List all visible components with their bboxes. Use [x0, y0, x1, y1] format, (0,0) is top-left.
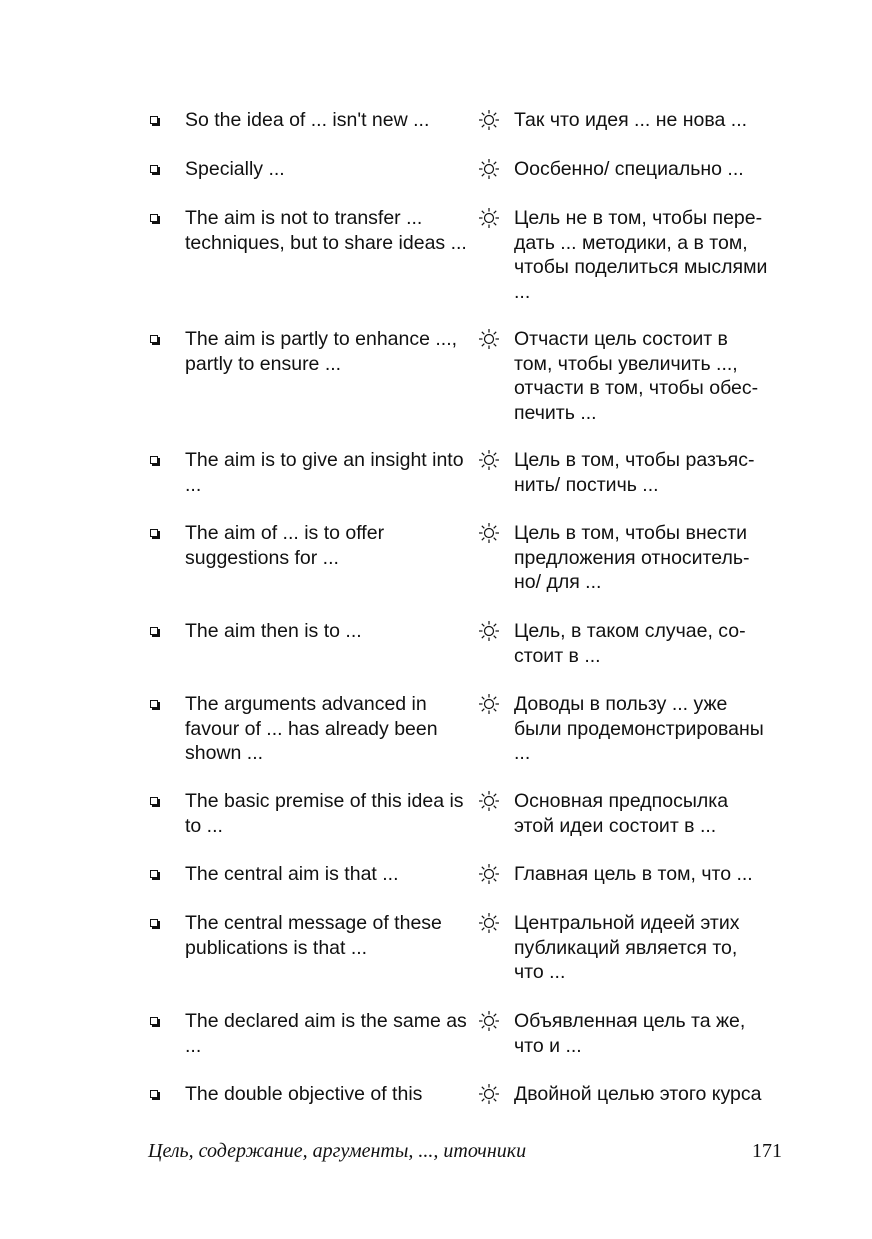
russian-translation: Цель не в том, чтобы пере- дать ... методики, а в том, чтобы поделиться мыслями ...: [514, 207, 768, 303]
sun-icon: [478, 109, 500, 131]
checkbox-bullet-icon: [150, 335, 158, 343]
checkbox-bullet-icon: [150, 165, 158, 173]
footer-title: Цель, содержание, аргументы, ..., иточники: [148, 1140, 527, 1162]
russian-translation: Отчасти цель состоит в том, чтобы увеличить ..., отчасти в том, чтобы обес- печить ...: [514, 328, 759, 424]
russian-translation: Оосбенно/ специально ...: [514, 158, 744, 180]
sun-icon: [478, 693, 500, 715]
english-phrase: The declared aim is the same as ...: [185, 1010, 467, 1057]
sun-icon: [478, 449, 500, 471]
sun-icon: [478, 1010, 500, 1032]
checkbox-bullet-icon: [150, 1017, 158, 1025]
sun-icon: [478, 912, 500, 934]
russian-translation: Главная цель в том, что ...: [514, 863, 753, 885]
english-phrase: The aim then is to ...: [185, 620, 362, 642]
checkbox-bullet-icon: [150, 700, 158, 708]
russian-translation: Доводы в пользу ... уже были продемонстрированы ...: [514, 693, 764, 764]
english-phrase: The central aim is that ...: [185, 863, 399, 885]
russian-translation: Основная предпосылка этой идеи состоит в ...: [514, 790, 729, 837]
checkbox-bullet-icon: [150, 116, 158, 124]
english-phrase: The central message of these publications is that ...: [185, 912, 442, 959]
sun-icon: [478, 790, 500, 812]
checkbox-bullet-icon: [150, 214, 158, 222]
russian-translation: Двойной целью этого курса: [514, 1083, 762, 1105]
english-phrase: The aim of ... is to offer suggestions for ...: [185, 522, 385, 569]
russian-translation: Объявленная цель та же, что и ...: [514, 1010, 746, 1057]
english-phrase: The arguments advanced in favour of ... has already been shown ...: [185, 693, 438, 764]
sun-icon: [478, 207, 500, 229]
page-number: 171: [752, 1140, 782, 1162]
russian-translation: Так что идея ... не нова ...: [514, 109, 748, 131]
sun-icon: [478, 1083, 500, 1105]
russian-translation: Центральной идеей этих публикаций является то, что ...: [514, 912, 740, 983]
english-phrase: The aim is partly to enhance ..., partly to ensure ...: [185, 328, 458, 375]
checkbox-bullet-icon: [150, 627, 158, 635]
checkbox-bullet-icon: [150, 1090, 158, 1098]
russian-translation: Цель в том, чтобы разъяс- нить/ постичь ...: [514, 449, 755, 496]
english-phrase: So the idea of ... isn't new ...: [185, 109, 430, 131]
sun-icon: [478, 522, 500, 544]
sun-icon: [478, 863, 500, 885]
english-phrase: The aim is to give an insight into ...: [185, 449, 464, 496]
russian-translation: Цель в том, чтобы внести предложения относитель- но/ для ...: [514, 522, 750, 593]
sun-icon: [478, 158, 500, 180]
english-phrase: The aim is not to transfer ... techniques, but to share ideas ...: [185, 207, 467, 254]
checkbox-bullet-icon: [150, 529, 158, 537]
russian-translation: Цель, в таком случае, со- стоит в ...: [514, 620, 746, 667]
sun-icon: [478, 328, 500, 350]
sun-icon: [478, 620, 500, 642]
checkbox-bullet-icon: [150, 456, 158, 464]
checkbox-bullet-icon: [150, 797, 158, 805]
english-phrase: The basic premise of this idea is to ...: [185, 790, 464, 837]
checkbox-bullet-icon: [150, 919, 158, 927]
checkbox-bullet-icon: [150, 870, 158, 878]
english-phrase: Specially ...: [185, 158, 285, 180]
english-phrase: The double objective of this: [185, 1083, 423, 1105]
